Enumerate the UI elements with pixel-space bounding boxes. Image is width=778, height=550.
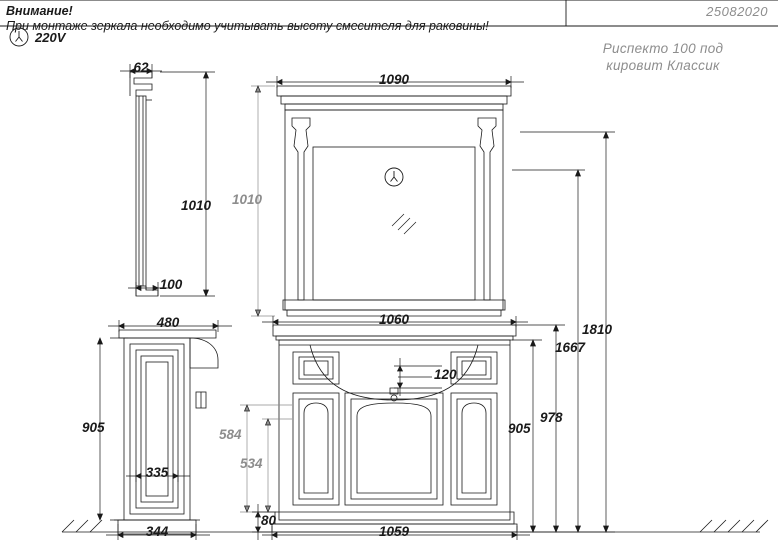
- dim-base-width: 1059: [378, 524, 410, 539]
- dim-plinth-height: 80: [261, 513, 277, 528]
- dim-tall-cabinet-height: 905: [82, 420, 105, 435]
- dim-mirror-height-2: 1010: [232, 192, 263, 207]
- mirror-lamp-icon: [385, 168, 403, 186]
- warning-title: Внимание!: [6, 4, 73, 18]
- warning-block: [6, 4, 566, 34]
- dim-height-584: 584: [219, 427, 242, 442]
- voltage-block: [10, 30, 65, 45]
- model-name: [558, 40, 768, 74]
- dim-side-depth-top: 62: [133, 60, 149, 75]
- dim-mirror-width: 1090: [378, 72, 410, 87]
- dim-tall-cabinet-base: 344: [145, 524, 169, 539]
- model-line-1: Риспекто 100 под: [602, 41, 724, 56]
- dim-tall-cabinet-inner: 335: [145, 465, 169, 480]
- dim-cabinet-depth: 480: [156, 315, 180, 330]
- dim-height-978: 978: [540, 410, 563, 425]
- voltage-label: 220V: [35, 30, 66, 45]
- dim-height-905: 905: [508, 421, 531, 436]
- dim-counter-width: 1060: [378, 312, 410, 327]
- dim-total-height: 1810: [582, 322, 613, 337]
- warning-text: При монтаже зеркала необходимо учитывать высоту смесителя для раковины!: [6, 19, 489, 33]
- drawing-code: 25082020: [706, 4, 768, 19]
- model-line-2: кировит Классик: [606, 58, 720, 73]
- dimension-lines: [98, 64, 616, 540]
- dim-mirror-height: 1010: [181, 198, 212, 213]
- dim-height-1667: 1667: [555, 340, 586, 355]
- mirror-side-view: [130, 72, 158, 296]
- dim-height-534: 534: [240, 456, 263, 471]
- mirror-front-view: [277, 86, 511, 316]
- vanity-front-view: [272, 325, 517, 532]
- dim-sink-offset: 120: [434, 367, 457, 382]
- dim-side-depth-shelf: 100: [159, 277, 183, 292]
- cabinet-side-view: [114, 330, 218, 534]
